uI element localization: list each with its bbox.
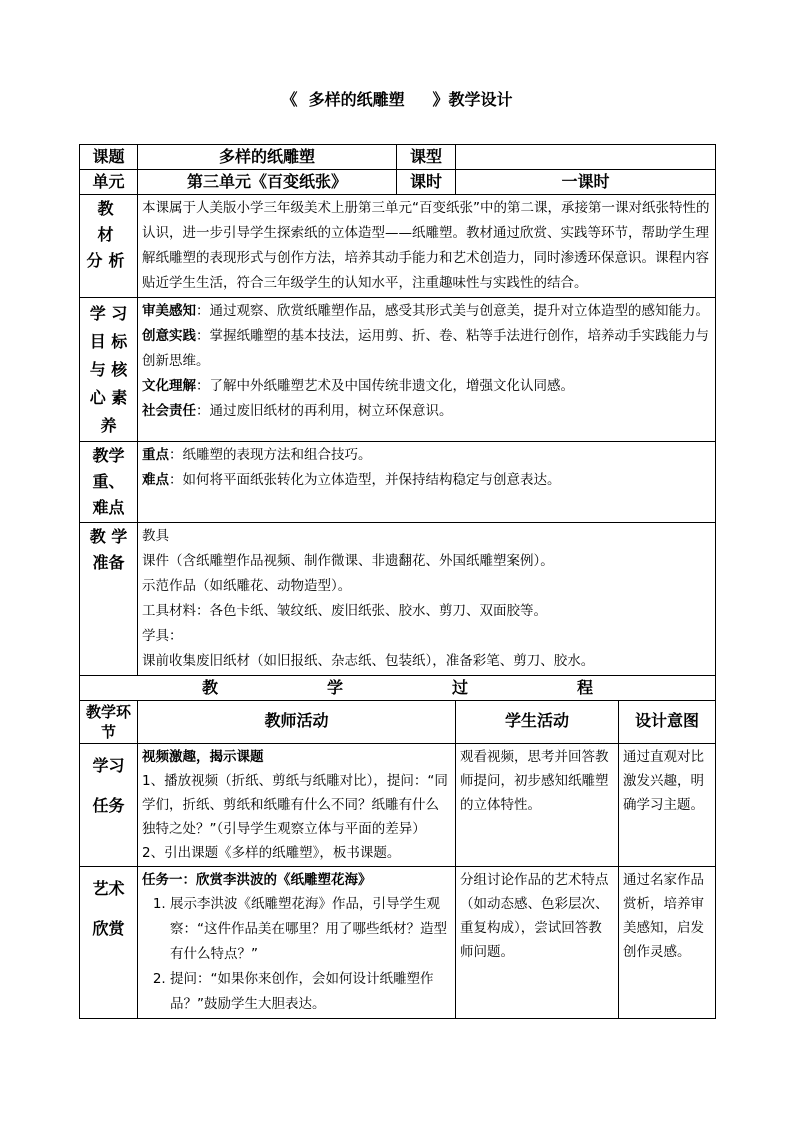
topic-value: 多样的纸雕塑 — [138, 145, 397, 170]
analysis-text: 本课属于人美版小学三年级美术上册第三单元“百变纸张”中的第二课，承接第一课对纸张特性的认识，进一步引导学生探索纸的立体造型——纸雕塑。教材通过欣赏、实践等环节，帮助学生理解纸雕塑的表现形式与创作方法，培养其动手能力和艺术创造力，同时渗透环保意识。课程内容贴近学生生活，符合三年级学生的认知水平，注重趣味性与实践性的结合。 — [138, 195, 716, 298]
teacher-activity: 视频激趣，揭示课题 1、播放视频（折纸、剪纸与纸雕对比），提问：“同学们，折纸、剪纸和纸雕有什么不同？纸雕有什么独特之处？”（引导学生观察立体与平面的差异） 2、引出课题《多样的纸雕塑》，板书课题。 — [138, 744, 456, 867]
type-label: 课型 — [397, 145, 456, 170]
stage-label: 学习 任务 — [80, 744, 138, 867]
prep-label: 教 学 准备 — [80, 523, 138, 676]
prep-line: 学具： — [142, 628, 183, 644]
period-label: 课时 — [397, 170, 456, 195]
goals-row — [80, 298, 716, 442]
student-activity: 分组讨论作品的艺术特点（如动态感、色彩层次、重复构成），尝试回答教师问题。 — [456, 867, 619, 1019]
col-teacher: 教师活动 — [138, 701, 456, 744]
process-title: 教 学 过 程 — [80, 676, 716, 701]
prep-row — [80, 523, 716, 676]
analysis-label: 教 材 分析 — [80, 195, 138, 298]
col-student: 学生活动 — [456, 701, 619, 744]
prep-line: 课前收集废旧纸材（如旧报纸、杂志纸、包装纸），准备彩笔、剪刀、胶水。 — [142, 653, 595, 669]
goal-item: 文化理解：了解中外纸雕塑艺术及中国传统非遗文化，增强文化认同感。 — [142, 378, 574, 394]
type-value — [456, 145, 716, 170]
keypoints-label: 教学 重、 难点 — [80, 442, 138, 523]
prep-content — [138, 523, 716, 676]
process-header-row — [80, 701, 716, 744]
topic-row — [80, 145, 716, 170]
col-stage: 教学环节 — [80, 701, 138, 744]
teacher-activity: 任务一：欣赏李洪波的《纸雕塑花海》 1. 展示李洪波《纸雕塑花海》作品，引导学生观察：“这件作品美在哪里？用了哪些纸材？造型有什么特点？” 2. 提问：“如果你来创作，会如何设计纸雕塑作品？”鼓励学生大胆表达。 — [138, 867, 456, 1019]
prep-line: 课件（含纸雕塑作品视频、制作微课、非遗翻花、外国纸雕塑案例）。 — [142, 553, 554, 569]
topic-label: 课题 — [80, 145, 138, 170]
design-intent: 通过名家作品赏析，培养审美感知，启发创作灵感。 — [619, 867, 716, 1019]
lesson-plan-table — [79, 144, 716, 1019]
goals-content — [138, 298, 716, 442]
prep-line: 示范作品（如纸雕花、动物造型）。 — [142, 578, 352, 594]
stage-label: 艺术 欣赏 — [80, 867, 138, 1019]
process-title-row — [80, 676, 716, 701]
prep-line: 工具材料：各色卡纸、皱纹纸、废旧纸张、胶水、剪刀、双面胶等。 — [142, 603, 547, 619]
unit-row — [80, 170, 716, 195]
keypoints-content — [138, 442, 716, 523]
keypoint-item: 难点：如何将平面纸张转化为立体造型，并保持结构稳定与创意表达。 — [142, 472, 561, 488]
prep-line: 教具 — [142, 528, 169, 544]
table-row — [80, 867, 716, 1019]
keypoints-row — [80, 442, 716, 523]
student-activity: 观看视频，思考并回答教师提问，初步感知纸雕塑的立体特性。 — [456, 744, 619, 867]
period-value: 一课时 — [456, 170, 716, 195]
goal-item: 创意实践：掌握纸雕塑的基本技法，运用剪、折、卷、粘等手法进行创作，培养动手实践能力与创新思维。 — [142, 328, 709, 369]
unit-value: 第三单元《百变纸张》 — [138, 170, 397, 195]
design-intent: 通过直观对比激发兴趣，明确学习主题。 — [619, 744, 716, 867]
goal-item: 社会责任：通过废旧纸材的再利用，树立环保意识。 — [142, 403, 453, 419]
col-intent: 设计意图 — [619, 701, 716, 744]
table-row — [80, 744, 716, 867]
goal-item: 审美感知：通过观察、欣赏纸雕塑作品，感受其形式美与创意美，提升对立体造型的感知能力。 — [142, 303, 709, 319]
unit-label: 单元 — [80, 170, 138, 195]
goals-label: 学 习 目 标 与 核 心 素 养 — [80, 298, 138, 442]
document-title: 《 多样的纸雕塑 》教学设计 — [281, 90, 513, 109]
keypoint-item: 重点：纸雕塑的表现方法和组合技巧。 — [142, 447, 372, 463]
analysis-row — [80, 195, 716, 298]
